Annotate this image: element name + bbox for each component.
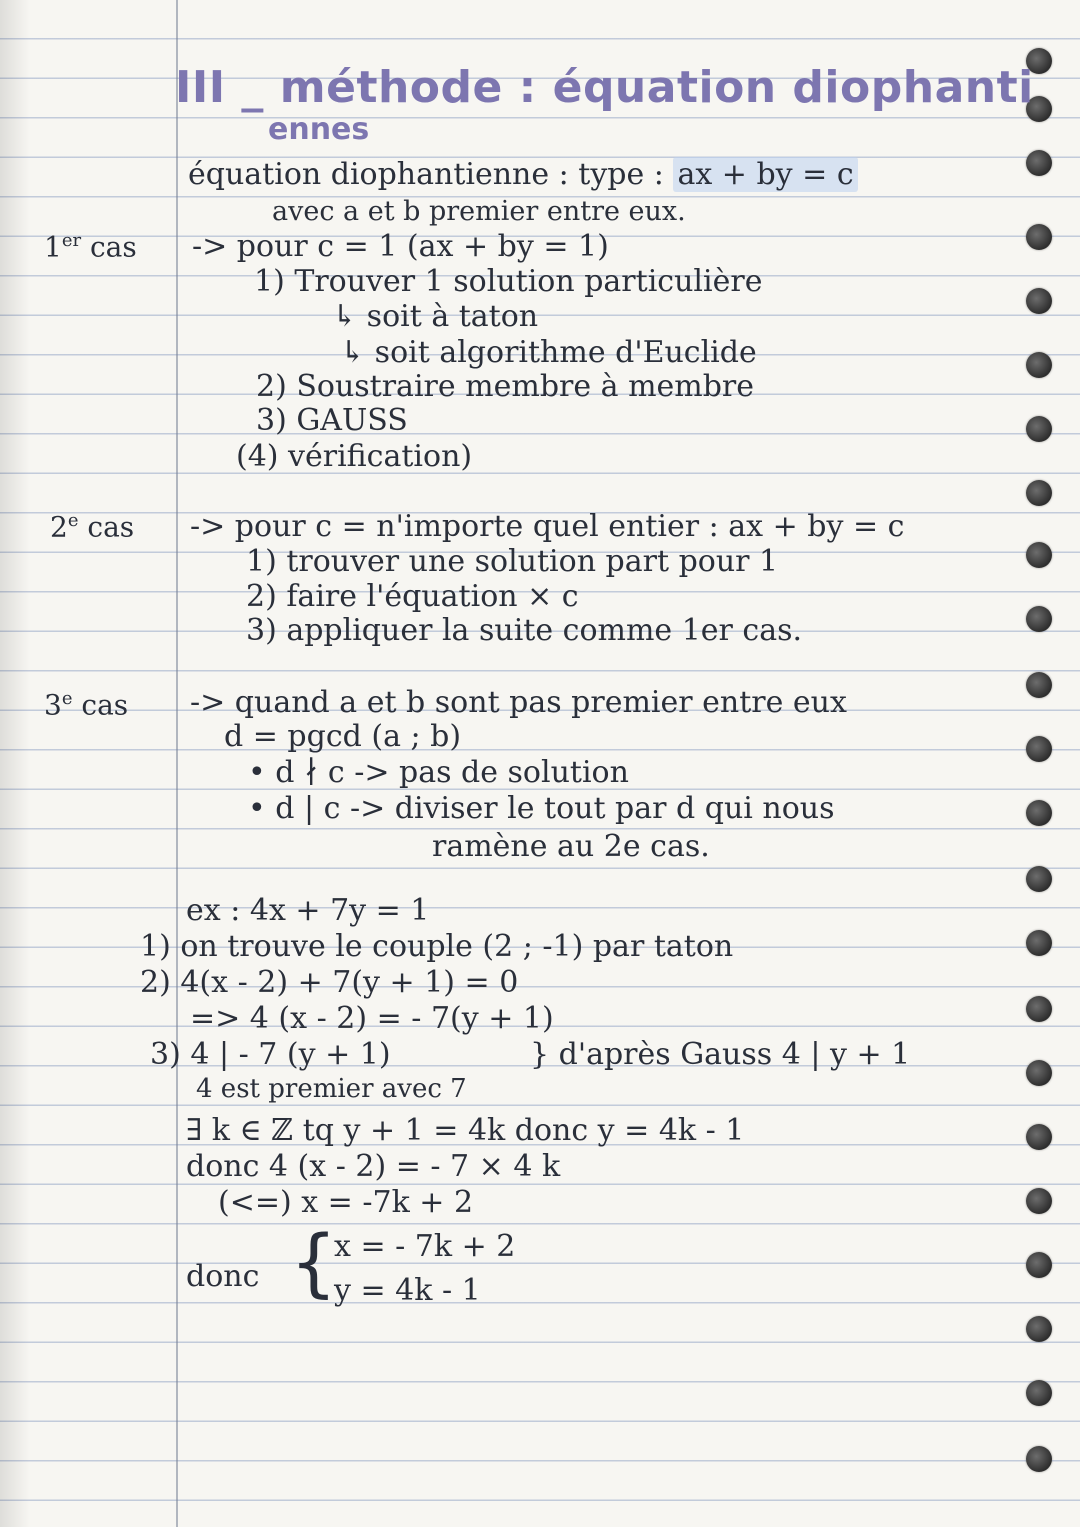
definition-condition: avec a et b premier entre eux. bbox=[272, 196, 686, 227]
example-line: => 4 (x - 2) = - 7(y + 1) bbox=[190, 1001, 554, 1036]
example-line: ex : 4x + 7y = 1 bbox=[186, 893, 430, 928]
binder-hole bbox=[1026, 150, 1052, 176]
page-title-continuation: ennes bbox=[268, 112, 370, 147]
case-1-line: 2) Soustraire membre à membre bbox=[256, 369, 755, 404]
general-formula: ax + by = c bbox=[673, 157, 857, 192]
binder-hole bbox=[1026, 672, 1052, 698]
binder-hole bbox=[1026, 1446, 1052, 1472]
case-3-line: d = pgcd (a ; b) bbox=[224, 719, 462, 754]
binder-hole bbox=[1026, 996, 1052, 1022]
case-2-line: 3) appliquer la suite comme 1er cas. bbox=[246, 613, 803, 648]
case-3-line: • d | c -> diviser le tout par d qui nous bbox=[248, 791, 835, 826]
case-1-line: (4) vérification) bbox=[236, 439, 473, 474]
binder-hole bbox=[1026, 930, 1052, 956]
example-line: 1) on trouve le couple (2 ; -1) par taton bbox=[140, 929, 734, 964]
binder-hole bbox=[1026, 480, 1052, 506]
system-brace: { bbox=[290, 1220, 338, 1306]
case-1-line: 1) Trouver 1 solution particulière bbox=[254, 264, 763, 299]
example-line: (<=) x = -7k + 2 bbox=[218, 1185, 474, 1220]
case-2-line: -> pour c = n'importe quel entier : ax + by = c bbox=[190, 509, 905, 544]
binder-hole bbox=[1026, 1316, 1052, 1342]
binder-hole bbox=[1026, 736, 1052, 762]
example-line: ∃ k ∈ ℤ tq y + 1 = 4k donc y = 4k - 1 bbox=[186, 1113, 745, 1148]
solution-label: donc bbox=[186, 1259, 260, 1294]
example-line: 3) 4 | - 7 (y + 1) bbox=[150, 1037, 391, 1072]
definition-line bbox=[188, 157, 858, 192]
solution-y: y = 4k - 1 bbox=[334, 1273, 481, 1308]
case-1-label: 1er cas bbox=[44, 230, 137, 264]
binder-hole bbox=[1026, 542, 1052, 568]
case-2-line: 1) trouver une solution part pour 1 bbox=[246, 544, 779, 579]
binder-hole bbox=[1026, 606, 1052, 632]
case-1-line: ↳ soit algorithme d'Euclide bbox=[340, 335, 757, 370]
case-2-line: 2) faire l'équation × c bbox=[246, 579, 579, 614]
binder-hole bbox=[1026, 1188, 1052, 1214]
binder-hole bbox=[1026, 866, 1052, 892]
case-2-label: 2e cas bbox=[50, 510, 135, 544]
solution-x: x = - 7k + 2 bbox=[334, 1229, 516, 1264]
binder-hole bbox=[1026, 800, 1052, 826]
definition-prefix: équation diophantienne : type : bbox=[188, 157, 664, 192]
case-3-label: 3e cas bbox=[44, 688, 129, 722]
margin-line bbox=[176, 0, 178, 1527]
example-line: 4 est premier avec 7 bbox=[196, 1074, 467, 1104]
binder-hole bbox=[1026, 1060, 1052, 1086]
binder-hole bbox=[1026, 288, 1052, 314]
case-3-line: ramène au 2e cas. bbox=[432, 829, 710, 864]
binder-hole bbox=[1026, 352, 1052, 378]
example-line: donc 4 (x - 2) = - 7 × 4 k bbox=[186, 1149, 561, 1184]
binder-hole bbox=[1026, 1380, 1052, 1406]
case-1-line: -> pour c = 1 (ax + by = 1) bbox=[192, 229, 609, 264]
binder-hole bbox=[1026, 224, 1052, 250]
example-line: } d'après Gauss 4 | y + 1 bbox=[530, 1037, 911, 1072]
binder-hole bbox=[1026, 1252, 1052, 1278]
case-1-line: ↳ soit à taton bbox=[332, 299, 539, 334]
case-1-line: 3) GAUSS bbox=[256, 403, 408, 438]
page-shadow bbox=[0, 0, 30, 1527]
case-3-line: -> quand a et b sont pas premier entre eux bbox=[190, 685, 847, 720]
page-title: III _ méthode : équation diophanti bbox=[175, 62, 1034, 113]
binder-hole bbox=[1026, 416, 1052, 442]
binder-holes bbox=[1012, 0, 1052, 1527]
case-3-line: • d ∤ c -> pas de solution bbox=[248, 755, 629, 790]
example-line: 2) 4(x - 2) + 7(y + 1) = 0 bbox=[140, 965, 519, 1000]
binder-hole bbox=[1026, 1124, 1052, 1150]
